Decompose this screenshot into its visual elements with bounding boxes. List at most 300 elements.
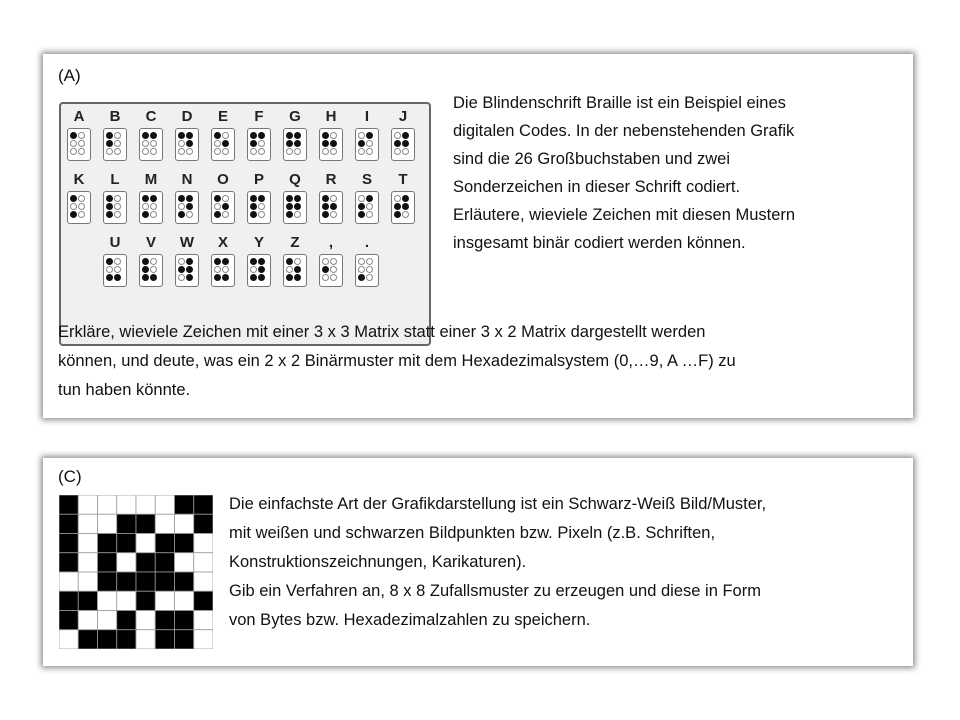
braille-dot [286, 203, 293, 210]
braille-cell [355, 128, 379, 161]
braille-dot [322, 211, 329, 218]
braille-dot [150, 195, 157, 202]
pixel-cell [136, 611, 155, 630]
braille-dot [286, 274, 293, 281]
braille-dot [178, 266, 185, 273]
pixel-cell [194, 514, 213, 533]
braille-dot [366, 211, 373, 218]
pixel-cell [136, 572, 155, 591]
text-line: können, und deute, was ein 2 x 2 Binärmuster mit dem Hexadezimalsystem (0,…9, A …F) zu [58, 352, 736, 370]
pixel-cell [78, 514, 97, 533]
pixel-cell [155, 553, 174, 572]
pixel-cell [98, 611, 117, 630]
braille-dot [114, 195, 121, 202]
pixel-cell [194, 591, 213, 610]
braille-dot [114, 203, 121, 210]
pixel-cell [194, 495, 213, 514]
text-line: Konstruktionszeichnungen, Karikaturen). [229, 553, 527, 571]
pixel-cell [59, 514, 78, 533]
braille-cell [67, 128, 91, 161]
braille-dot [70, 211, 77, 218]
pixel-cell [194, 534, 213, 553]
braille-dot [358, 266, 365, 273]
braille-dot [322, 203, 329, 210]
text-line: Erkläre, wieviele Zeichen mit einer 3 x 3 Matrix statt einer 3 x 2 Matrix dargestellt werden [58, 323, 706, 341]
braille-dot [70, 132, 77, 139]
panel-a [43, 54, 913, 418]
braille-dot [258, 195, 265, 202]
braille-dot [178, 148, 185, 155]
braille-dot [186, 274, 193, 281]
braille-dot [222, 258, 229, 265]
braille-dot [114, 258, 121, 265]
pixel-cell [98, 514, 117, 533]
braille-dot [258, 274, 265, 281]
pixel-cell [78, 534, 97, 553]
braille-dot [214, 148, 221, 155]
braille-dot [358, 211, 365, 218]
pixel-cell [78, 572, 97, 591]
braille-letter: T [398, 171, 408, 188]
braille-dot [330, 203, 337, 210]
braille-dot [394, 211, 401, 218]
braille-dot [178, 132, 185, 139]
braille-dot [186, 258, 193, 265]
braille-cell [139, 254, 163, 287]
braille-dot [114, 211, 121, 218]
text-line: tun haben könnte. [58, 381, 191, 399]
braille-letter: P [253, 171, 264, 188]
pixel-cell [136, 591, 155, 610]
braille-cell [283, 254, 307, 287]
braille-dot [330, 211, 337, 218]
braille-dot [186, 211, 193, 218]
braille-dot [186, 195, 193, 202]
pixel-cell [175, 611, 194, 630]
braille-dot [222, 140, 229, 147]
braille-dot [214, 274, 221, 281]
braille-dot [358, 258, 365, 265]
braille-dot [286, 140, 293, 147]
braille-dot [402, 211, 409, 218]
pixel-cell [175, 591, 194, 610]
braille-dot [178, 258, 185, 265]
braille-dot [78, 211, 85, 218]
pixel-cell [175, 553, 194, 572]
braille-letter: A [73, 108, 85, 125]
braille-dot [114, 132, 121, 139]
braille-dot [106, 274, 113, 281]
braille-dot [322, 140, 329, 147]
braille-dot [330, 274, 337, 281]
pixel-cell [117, 591, 136, 610]
braille-cell [319, 128, 343, 161]
braille-letter: , [328, 234, 334, 251]
pixel-cell [59, 495, 78, 514]
braille-dot [106, 140, 113, 147]
pixel-cell [59, 534, 78, 553]
braille-dot [258, 258, 265, 265]
pixel-cell [59, 553, 78, 572]
braille-dot [70, 148, 77, 155]
braille-dot [142, 195, 149, 202]
braille-dot [186, 266, 193, 273]
panel-a-label: (A) [58, 66, 81, 85]
braille-description [453, 89, 795, 257]
braille-dot [358, 274, 365, 281]
braille-cell [103, 128, 127, 161]
braille-dot [250, 211, 257, 218]
braille-letter: N [181, 171, 193, 188]
pixel-cell [117, 514, 136, 533]
braille-dot [366, 132, 373, 139]
text-line: Die Blindenschrift Braille ist ein Beispiel eines [453, 94, 786, 112]
pixel-pattern-grid [59, 495, 213, 649]
braille-dot [142, 266, 149, 273]
braille-dot [330, 132, 337, 139]
braille-dot [106, 211, 113, 218]
braille-letter: F [254, 108, 264, 125]
braille-dot [366, 203, 373, 210]
braille-cell [319, 254, 343, 287]
pixel-cell [155, 534, 174, 553]
braille-dot [250, 140, 257, 147]
braille-dot [142, 274, 149, 281]
braille-dot [142, 203, 149, 210]
pixel-cell [175, 534, 194, 553]
braille-dot [258, 266, 265, 273]
braille-dot [294, 132, 301, 139]
braille-cell [175, 191, 199, 224]
braille-dot [142, 132, 149, 139]
braille-cell [247, 254, 271, 287]
braille-dot [366, 274, 373, 281]
braille-dot [322, 132, 329, 139]
pixel-cell [78, 611, 97, 630]
pixel-cell [155, 495, 174, 514]
braille-dot [394, 203, 401, 210]
braille-letter: L [110, 171, 120, 188]
panel-c [43, 458, 913, 666]
braille-dot [286, 148, 293, 155]
braille-dot [330, 140, 337, 147]
braille-dot [222, 274, 229, 281]
braille-dot [70, 195, 77, 202]
pixel-cell [155, 591, 174, 610]
braille-dot [106, 148, 113, 155]
braille-dot [322, 148, 329, 155]
braille-cell [67, 191, 91, 224]
pixel-cell [136, 553, 155, 572]
braille-dot [150, 211, 157, 218]
pixel-cell [175, 495, 194, 514]
braille-letter: I [364, 108, 370, 125]
braille-dot [214, 195, 221, 202]
braille-dot [286, 266, 293, 273]
braille-dot [222, 203, 229, 210]
braille-dot [358, 140, 365, 147]
pixel-cell [78, 553, 97, 572]
braille-dot [294, 195, 301, 202]
braille-dot [214, 203, 221, 210]
braille-letter: V [145, 234, 156, 251]
braille-letter: U [109, 234, 121, 251]
braille-dot [150, 148, 157, 155]
braille-cell [247, 128, 271, 161]
braille-letter: Z [290, 234, 300, 251]
braille-dot [330, 258, 337, 265]
braille-cell [103, 191, 127, 224]
braille-dot [330, 148, 337, 155]
braille-dot [78, 140, 85, 147]
braille-dot [402, 148, 409, 155]
braille-cell [139, 128, 163, 161]
text-line: sind die 26 Großbuchstaben und zwei [453, 150, 731, 168]
braille-dot [214, 211, 221, 218]
braille-dot [178, 140, 185, 147]
braille-dot [222, 211, 229, 218]
braille-cell [283, 128, 307, 161]
text-line: mit weißen und schwarzen Bildpunkten bzw. Pixeln (z.B. Schriften, [229, 524, 716, 542]
pixel-cell [194, 553, 213, 572]
braille-cell [355, 191, 379, 224]
braille-dot [286, 195, 293, 202]
pixel-cell [175, 630, 194, 649]
braille-letter: K [73, 171, 85, 188]
braille-dot [258, 132, 265, 139]
braille-dot [250, 132, 257, 139]
braille-dot [322, 195, 329, 202]
braille-cell [175, 128, 199, 161]
braille-dot [358, 132, 365, 139]
braille-dot [402, 203, 409, 210]
braille-letter: M [144, 171, 158, 188]
braille-dot [294, 274, 301, 281]
panel-c-label: (C) [58, 467, 82, 486]
pixel-cell [117, 534, 136, 553]
pixel-cell [59, 630, 78, 649]
braille-dot [106, 132, 113, 139]
braille-dot [70, 140, 77, 147]
braille-dot [222, 132, 229, 139]
braille-dot [150, 258, 157, 265]
braille-dot [258, 148, 265, 155]
braille-dot [286, 211, 293, 218]
pixel-cell [194, 630, 213, 649]
braille-alphabet-figure [59, 102, 431, 346]
braille-dot [358, 195, 365, 202]
text-line: Sonderzeichen in dieser Schrift codiert. [453, 178, 741, 196]
pixel-cell [59, 591, 78, 610]
braille-dot [78, 148, 85, 155]
braille-dot [258, 140, 265, 147]
braille-cell [247, 191, 271, 224]
braille-dot [106, 195, 113, 202]
pixel-cell [136, 514, 155, 533]
braille-dot [178, 211, 185, 218]
braille-dot [250, 195, 257, 202]
braille-dot [366, 140, 373, 147]
pixel-cell [175, 572, 194, 591]
pixel-cell [98, 495, 117, 514]
pixel-cell [59, 572, 78, 591]
pixel-cell [136, 630, 155, 649]
braille-letter: R [325, 171, 337, 188]
pixel-cell [98, 572, 117, 591]
text-line: Erläutere, wieviele Zeichen mit diesen Mustern [453, 206, 796, 224]
braille-letter: . [364, 234, 370, 251]
braille-dot [78, 132, 85, 139]
braille-letter: J [398, 108, 408, 125]
braille-cell [103, 254, 127, 287]
pixel-cell [98, 553, 117, 572]
pixel-cell [98, 630, 117, 649]
braille-letter: B [109, 108, 121, 125]
braille-dot [394, 132, 401, 139]
pixel-cell [155, 611, 174, 630]
braille-dot [394, 148, 401, 155]
braille-dot [250, 148, 257, 155]
pixel-cell [155, 630, 174, 649]
braille-dot [150, 132, 157, 139]
braille-letter: E [217, 108, 228, 125]
braille-dot [214, 258, 221, 265]
braille-dot [214, 140, 221, 147]
pixel-description [229, 490, 766, 635]
braille-dot [186, 140, 193, 147]
braille-dot [150, 274, 157, 281]
braille-letter: G [289, 108, 301, 125]
braille-dot [114, 140, 121, 147]
braille-cell [391, 191, 415, 224]
braille-cell [391, 128, 415, 161]
matrix-question [58, 318, 736, 405]
braille-dot [70, 203, 77, 210]
braille-dot [114, 266, 121, 273]
braille-dot [358, 203, 365, 210]
braille-cell [211, 128, 235, 161]
braille-dot [186, 203, 193, 210]
braille-dot [394, 195, 401, 202]
braille-dot [258, 203, 265, 210]
pixel-cell [155, 572, 174, 591]
braille-dot [366, 195, 373, 202]
braille-cell [211, 191, 235, 224]
braille-dot [222, 195, 229, 202]
braille-dot [366, 266, 373, 273]
braille-dot [402, 195, 409, 202]
braille-dot [402, 140, 409, 147]
braille-dot [258, 211, 265, 218]
pixel-cell [117, 553, 136, 572]
braille-dot [186, 148, 193, 155]
braille-dot [250, 203, 257, 210]
braille-dot [78, 195, 85, 202]
pixel-cell [136, 534, 155, 553]
braille-letter: D [181, 108, 193, 125]
pixel-cell [78, 495, 97, 514]
braille-dot [358, 148, 365, 155]
pixel-cell [117, 572, 136, 591]
braille-cell [319, 191, 343, 224]
braille-dot [106, 258, 113, 265]
braille-dot [214, 132, 221, 139]
braille-dot [250, 258, 257, 265]
braille-dot [250, 274, 257, 281]
braille-letter: C [145, 108, 157, 125]
braille-dot [150, 203, 157, 210]
braille-dot [366, 258, 373, 265]
braille-dot [330, 195, 337, 202]
braille-letter: S [361, 171, 372, 188]
braille-dot [322, 266, 329, 273]
braille-dot [178, 203, 185, 210]
braille-dot [142, 148, 149, 155]
braille-cell [283, 191, 307, 224]
braille-dot [106, 266, 113, 273]
braille-dot [186, 132, 193, 139]
braille-cell [175, 254, 199, 287]
braille-dot [394, 140, 401, 147]
braille-dot [286, 258, 293, 265]
braille-dot [78, 203, 85, 210]
braille-dot [294, 266, 301, 273]
braille-letter: H [325, 108, 337, 125]
pixel-cell [59, 611, 78, 630]
braille-dot [330, 266, 337, 273]
text-line: digitalen Codes. In der nebenstehenden Grafik [453, 122, 795, 140]
braille-dot [286, 132, 293, 139]
pixel-cell [117, 495, 136, 514]
text-line: Gib ein Verfahren an, 8 x 8 Zufallsmuster zu erzeugen und diese in Form [229, 582, 761, 600]
braille-dot [178, 195, 185, 202]
braille-cell [355, 254, 379, 287]
braille-dot [150, 266, 157, 273]
pixel-cell [194, 572, 213, 591]
pixel-cell [98, 591, 117, 610]
braille-dot [222, 266, 229, 273]
braille-dot [142, 258, 149, 265]
braille-dot [322, 258, 329, 265]
braille-dot [250, 266, 257, 273]
pixel-cell [78, 591, 97, 610]
braille-dot [294, 258, 301, 265]
braille-dot [366, 148, 373, 155]
braille-dot [150, 140, 157, 147]
braille-dot [214, 266, 221, 273]
braille-dot [142, 140, 149, 147]
braille-dot [402, 132, 409, 139]
braille-letter: Q [289, 171, 301, 188]
braille-dot [114, 274, 121, 281]
braille-letter: O [217, 171, 229, 188]
braille-dot [294, 148, 301, 155]
braille-dot [294, 211, 301, 218]
braille-cell [139, 191, 163, 224]
braille-dot [142, 211, 149, 218]
braille-dot [294, 203, 301, 210]
braille-dot [114, 148, 121, 155]
braille-dot [178, 274, 185, 281]
pixel-cell [136, 495, 155, 514]
pixel-cell [117, 630, 136, 649]
pixel-cell [175, 514, 194, 533]
text-line: Die einfachste Art der Grafikdarstellung ist ein Schwarz-Weiß Bild/Muster, [229, 495, 767, 513]
text-line: insgesamt binär codiert werden können. [453, 234, 746, 252]
braille-dot [322, 274, 329, 281]
braille-letter: Y [253, 234, 264, 251]
braille-dot [294, 140, 301, 147]
